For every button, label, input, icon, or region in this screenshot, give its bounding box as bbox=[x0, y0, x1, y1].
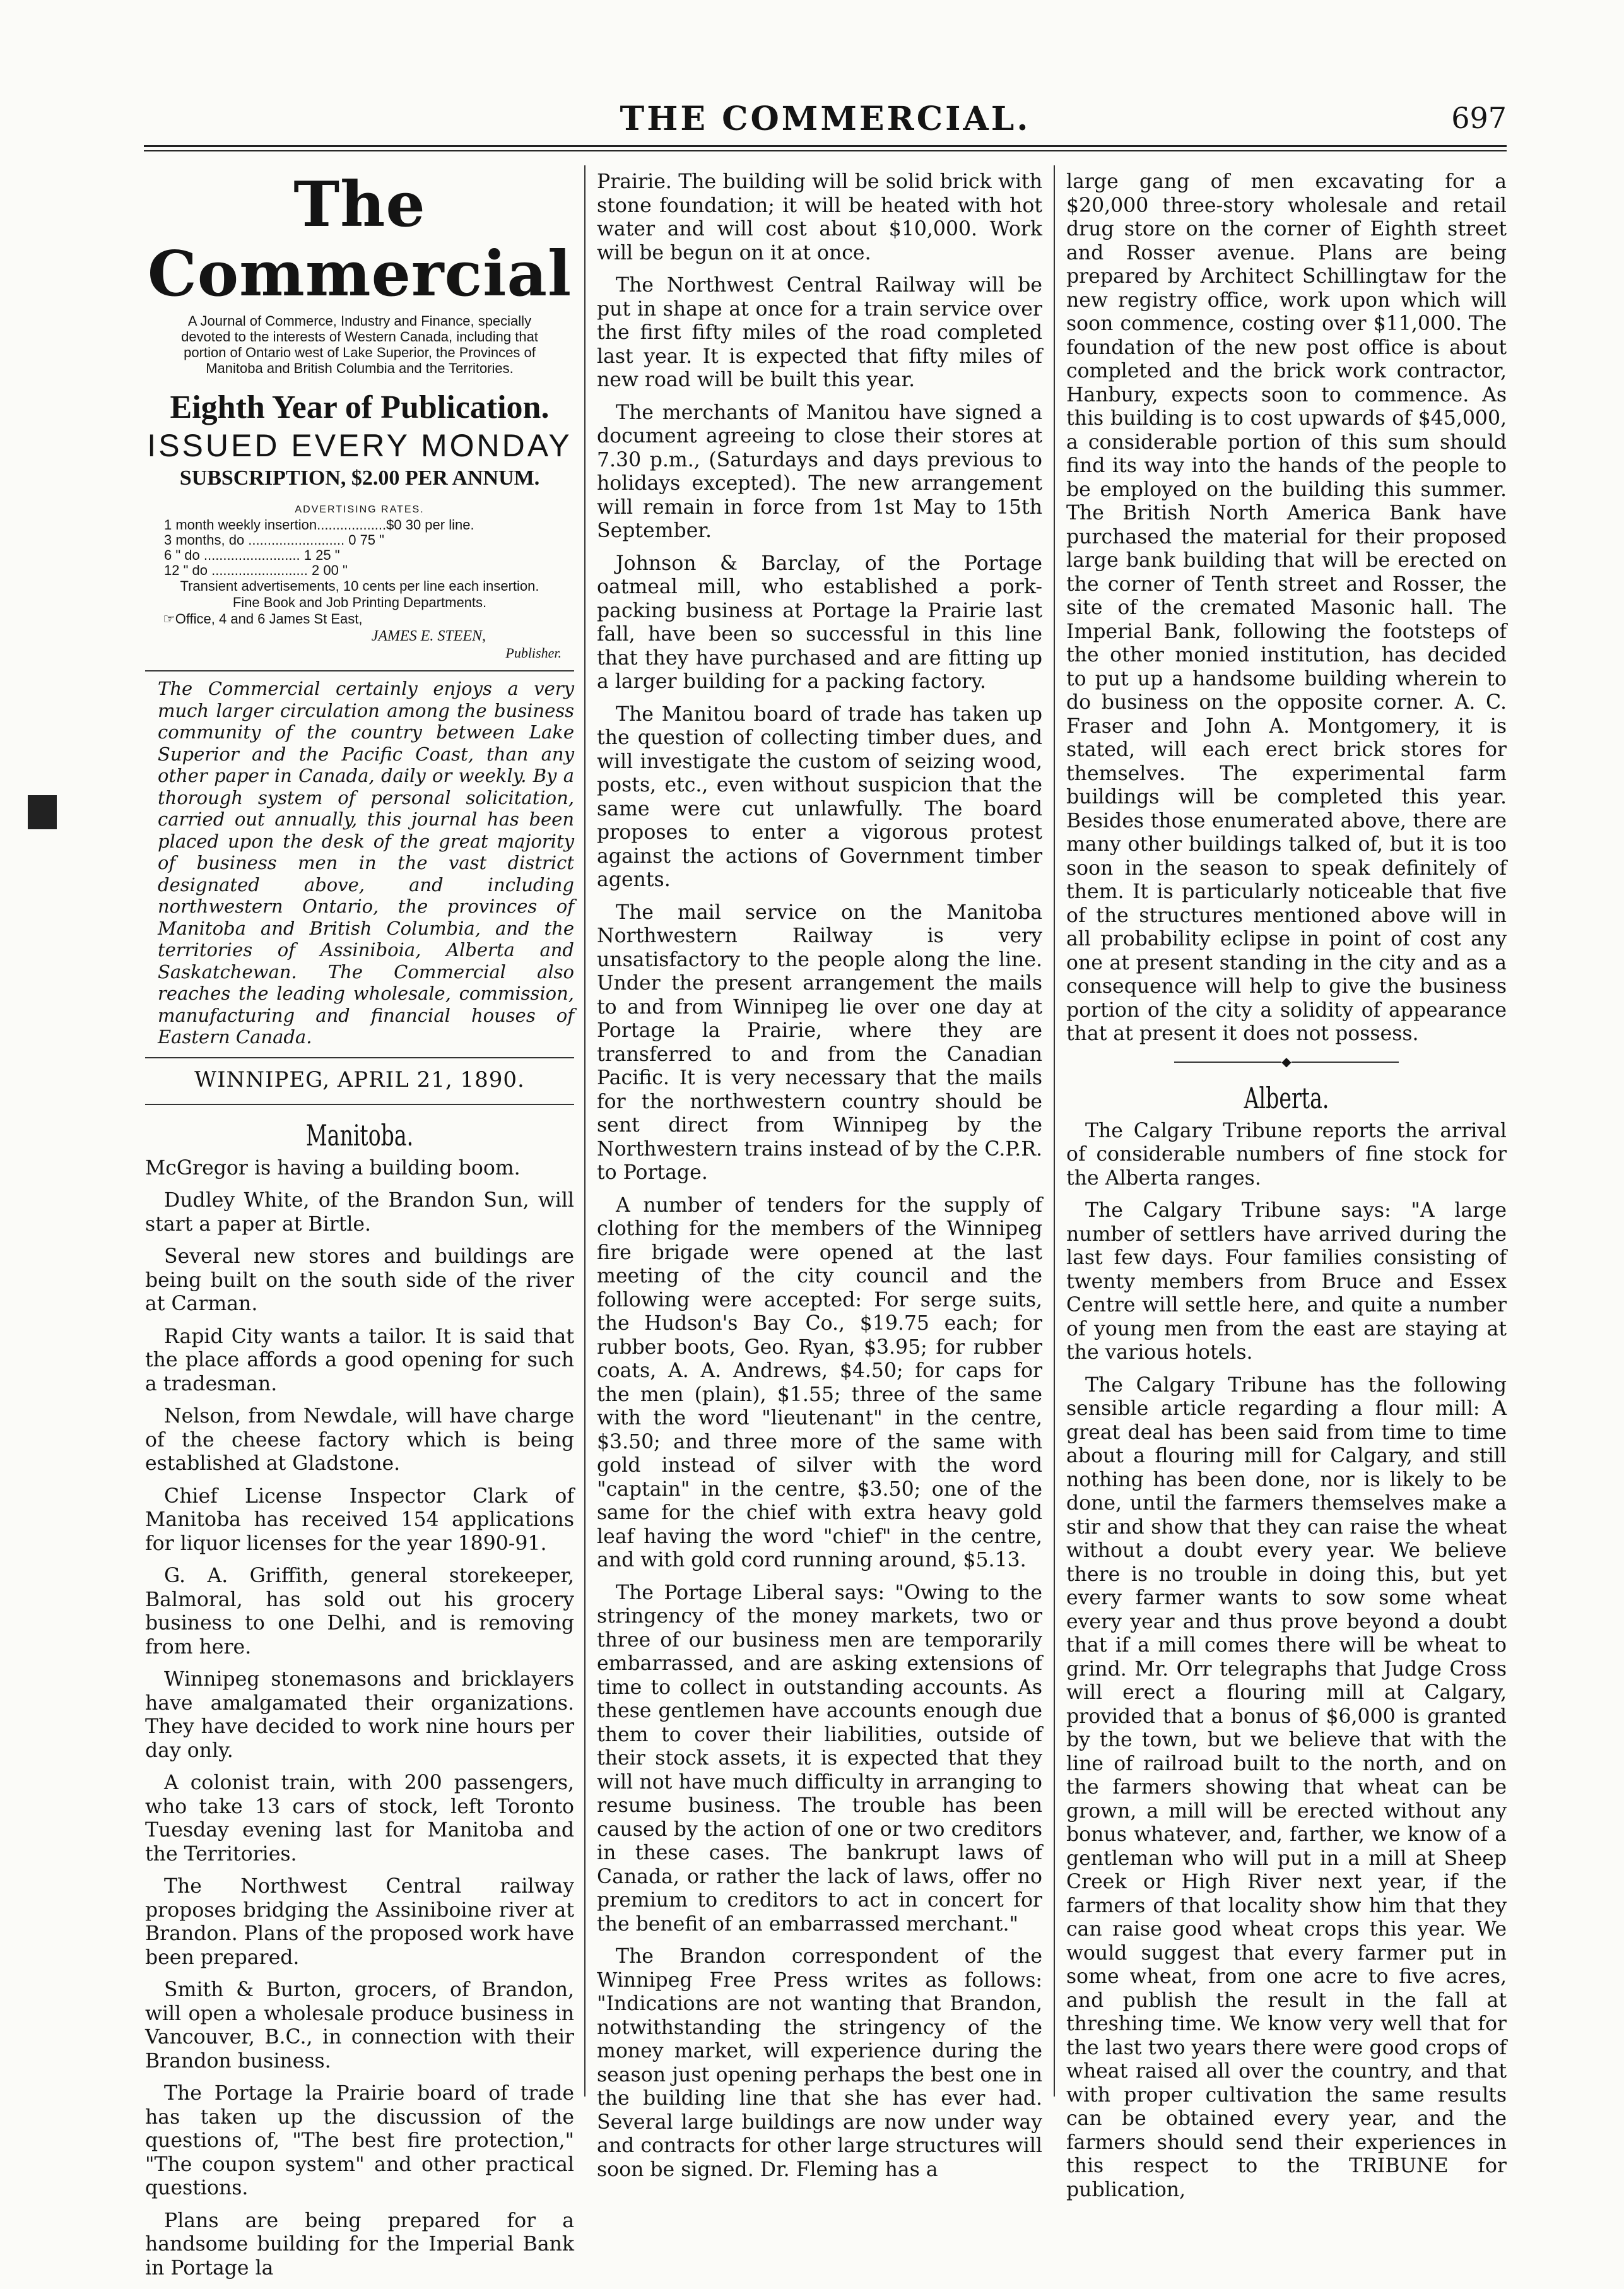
article-paragraph: Several new stores and buildings are being built on the south side of the river at Carman. bbox=[145, 1245, 574, 1315]
divider bbox=[145, 1057, 574, 1058]
divider bbox=[145, 670, 574, 671]
rate-row: 12 " do ......................... 2 00 " bbox=[164, 562, 348, 578]
article-paragraph: The Calgary Tribune reports the arrival of considerable numbers of fine stock for the Alberta ranges. bbox=[1066, 1119, 1507, 1190]
article-paragraph: The Manitou board of trade has taken up the question of collecting timber dues, and will investigate the custom of seizing wood, posts, etc., even without suspicion that the same were cut unlawfully. The board proposes to enter a vigorous protest against the actions of Government timber agents. bbox=[597, 702, 1042, 891]
article-paragraph: G. A. Griffith, general storekeeper, Balmoral, has sold out his grocery business to one Delhi, and is removing from here. bbox=[145, 1564, 574, 1659]
article-paragraph: The Portage la Prairie board of trade has taken up the discussion of the questions of, "The best fire protection," "The coupon system" and other practical questions. bbox=[145, 2082, 574, 2199]
article-paragraph: Rapid City wants a tailor. It is said that the place affords a good opening for such a tradesman. bbox=[145, 1325, 574, 1395]
article-paragraph: Dudley White, of the Brandon Sun, will start a paper at Birtle. bbox=[145, 1189, 574, 1236]
article-paragraph: large gang of men excavating for a $20,000 three-story wholesale and retail drug store on the corner of Eighth street and Rosser avenue. Plans are being prepared by Architect Schillingtaw for the new registry office, work upon which will soon commence, costing over $11,000. The foundation of the new post office is about completed and the brick work contractor, Hanbury, expects soon to commence. As this building is to cost upwards of $45,000, a considerable portion of this sum should find its way into the hands of the people to be employed on the building this summer. The British North America Bank have purchased the material for their proposed large bank building that will be erected on the corner of Tenth street and Rosser, the site of the cremated Masonic hall. The Imperial Bank, following the footsteps of the other monied institution, has decided to put up a handsome building wherein to do business on the opposite corner. A. C. Fraser and John A. Montgomery, it is stated, will each erect brick stores for themselves. The experimental farm buildings will be completed this year. Besides those enumerated above, there are many other buildings talked of, but it is too soon in the season to speak definitely of them. It is particularly noticeable that five of the structures mentioned above will in all probability eclipse in point of cost any one at present standing in the city and as a consequence will help to give the business portion of the city a solidity of appearance that at present it does not possess. bbox=[1066, 170, 1507, 1045]
rate-row: 1 month weekly insertion..................$0 30 per line. bbox=[164, 517, 474, 533]
article-paragraph: Prairie. The building will be solid brick with stone foundation; it will be heated with hot water and will cost about $10,000. Work will be begun on it at once. bbox=[597, 170, 1042, 264]
article-paragraph: A colonist train, with 200 passengers, who take 13 cars of stock, left Toronto Tuesday evening last for Manitoba and the Territories. bbox=[145, 1771, 574, 1866]
issued-schedule: ISSUED EVERY MONDAY bbox=[147, 428, 572, 463]
circulation-notice: The Commercial certainly enjoys a very much larger circulation among the business community of the country between Lake Superior and the Pacific Coast, than any other paper in Canada, daily or weekly. By a thorough system of personal solicitation, carried out annually, this journal has been placed upon the desk of the great majority of business men in the vast district designated above, and including northwestern Ontario, the provinces of Manitoba and British Columbia, and the territories of Assiniboia, Alberta and Saskatchewan. The Commercial also reaches the leading wholesale, commission, manufacturing and financial houses of Eastern Canada. bbox=[158, 678, 574, 1048]
article-paragraph: The Northwest Central railway proposes bridging the Assiniboine river at Brandon. Plans of the proposed work have been prepared. bbox=[145, 1875, 574, 1969]
column-2 bbox=[597, 170, 1042, 2191]
article-paragraph: The merchants of Manitou have signed a document agreeing to close their stores at 7.30 p.m., (Saturdays and days previous to holidays excepted). The new arrangement will remain in force from 1st May to 15th September. bbox=[597, 401, 1042, 542]
article-paragraph: The Brandon correspondent of the Winnipeg Free Press writes as follows: "Indications are not wanting that Brandon, notwithstanding the stringency of the money market, will experience during the season just opening perhaps the best one in the building line that she has ever had. Several large buildings are now under way and contracts for other large structures will soon be signed. Dr. Fleming has a bbox=[597, 1945, 1042, 2181]
divider bbox=[145, 1104, 574, 1105]
article-paragraph: The Northwest Central Railway will be put in shape at once for a train service over the first fifty miles of the road completed last year. It is expected that fifty miles of new road will be built this year. bbox=[597, 274, 1042, 391]
column-3 bbox=[1066, 170, 1507, 2211]
office-address: ☞Office, 4 and 6 James St East, bbox=[163, 611, 363, 627]
editor-name: JAMES E. STEEN, bbox=[371, 628, 486, 644]
subscription-price: SUBSCRIPTION, $2.00 PER ANNUM. bbox=[179, 466, 540, 490]
masthead-description: A Journal of Commerce, Industry and Finance, specially devoted to the interests of Western Canada, including that portion of Ontario west of Lake Superior, the Provinces of Manitoba and British Columbia and the Territories. bbox=[181, 313, 538, 376]
publication-year: Eighth Year of Publication. bbox=[170, 389, 550, 425]
advertising-rates-heading: ADVERTISING RATES. bbox=[295, 504, 425, 515]
article-paragraph: The Calgary Tribune has the following sensible article regarding a flour mill: A great deal has been said from time to time about a flouring mill for Calgary, and still nothing has been done, nor is likely to be done, until the farmers themselves make a stir and show that they can raise the wheat without a doubt every year. We believe there is no trouble in doing this, but yet every farmer wants to sow some wheat every year and thus prove beyond a doubt that if a mill comes there will be wheat to grind. Mr. Orr telegraphs that Judge Cross will erect a flouring mill at Calgary, provided that a bonus of $6,000 is granted by the town, but we believe that with the line of railroad built to the north, and on the farmers showing that wheat can be grown, a mill will be erected without any bonus whatever, and, farther, we know of a gentleman who will put in a mill at Sheep Creek or High River next year, if the farmers of that locality show him that they can raise good wheat crops this year. We would suggest that every farmer put in some wheat, from one acre to five acres, and publish the result in the fall at threshing time. We know very well that for the last two years there were good crops of wheat raised all over the country, and that with proper cultivation the same results can be obtained every year, and the farmers should send their experiences in this respect to the TRIBUNE for publication, bbox=[1066, 1373, 1507, 2201]
column-1 bbox=[145, 170, 574, 2289]
transient-rates: Transient advertisements, 10 cents per line each insertion. bbox=[180, 578, 539, 594]
section-heading-manitoba: Manitoba. bbox=[305, 1118, 414, 1152]
article-paragraph: Chief License Inspector Clark of Manitoba has received 154 applications for liquor licenses for the year 1890-91. bbox=[145, 1484, 574, 1555]
article-paragraph: Smith & Burton, grocers, of Brandon, will open a wholesale produce business in Vancouver, B.C., in connection with their Brandon business. bbox=[145, 1978, 574, 2073]
header-rule bbox=[144, 145, 1507, 147]
section-heading-alberta: Alberta. bbox=[1244, 1080, 1329, 1115]
article-paragraph: A number of tenders for the supply of clothing for the members of the Winnipeg fire brigade were opened at the last meeting of the city council and the following were accepted: For serge suits, the Hudson's Bay Co., $19.75 each; for rubber boots, Geo. Ryan, $3.95; for rubber coats, A. A. Andrews, $4.50; for caps for the men (plain), $1.55; three of the same with the word "lieutenant" in the centre, $3.50; and three more of the same with gold instead of silver with the word "captain" in the centre, $3.50; one of the same for the chief with extra heavy gold leaf having the word "chief" in the centre, and with gold cord running around, $5.13. bbox=[597, 1193, 1042, 1571]
scanner-mark bbox=[28, 795, 57, 829]
page-number: 697 bbox=[1451, 101, 1507, 135]
article-paragraph: Johnson & Barclay, of the Portage oatmeal mill, who established a pork-packing business at Portage la Prairie last fall, have been so successful in this line that they have purchased and are fitting up a larger building for a packing factory. bbox=[597, 552, 1042, 693]
header-rule bbox=[144, 150, 1507, 151]
rate-row: 6 " do ......................... 1 25 " bbox=[164, 547, 340, 563]
running-title: THE COMMERCIAL. bbox=[620, 100, 1031, 138]
article-paragraph: Winnipeg stonemasons and bricklayers have amalgamated their organizations. They have decided to work nine hours per day only. bbox=[145, 1668, 574, 1762]
dateline: WINNIPEG, APRIL 21, 1890. bbox=[194, 1067, 525, 1092]
section-divider: ◆ bbox=[1066, 1055, 1507, 1068]
masthead-title: The Commercial bbox=[147, 169, 572, 311]
article-paragraph: Plans are being prepared for a handsome building for the Imperial Bank in Portage la bbox=[145, 2209, 574, 2280]
article-paragraph: The mail service on the Manitoba Northwestern Railway is very unsatisfactory to the people along the line. Under the present arrangement the mails to and from Winnipeg lie over one day at Portage la Prairie, where they are transferred to and from the Canadian Pacific. It is very necessary that the mails for the northwestern country should be sent direct from Winnipeg by the Northwestern trains instead of by the C.P.R. to Portage. bbox=[597, 901, 1042, 1184]
article-paragraph: McGregor is having a building boom. bbox=[145, 1156, 521, 1180]
publisher-label: Publisher. bbox=[505, 645, 562, 661]
column-rule bbox=[1054, 165, 1055, 2097]
article-paragraph: Nelson, from Newdale, will have charge of the cheese factory which is being established at Gladstone. bbox=[145, 1405, 574, 1475]
article-paragraph: The Calgary Tribune says: "A large number of settlers have arrived during the last few days. Four families consisting of twenty members from Bruce and Essex Centre will settle here, and quite a number of young men from the east are staying at the various hotels. bbox=[1066, 1199, 1507, 1364]
printing-departments: Fine Book and Job Printing Departments. bbox=[232, 594, 487, 610]
article-paragraph: The Portage Liberal says: "Owing to the stringency of the money markets, two or three of our business men are temporarily embarrassed, and are asking extensions of time to collect in outstanding accounts. As these gentlemen have accounts enough due them to cover their liabilities, outside of their stock assets, it is expected that they will not have much difficulty in arranging to resume business. The trouble has been caused by the action of one or two creditors in these cases. The bankrupt laws of Canada, or rather the lack of laws, offer no premium to creditors to act in concert for the benefit of an embarrassed merchant." bbox=[597, 1581, 1042, 1936]
column-rule bbox=[584, 165, 585, 2097]
rate-row: 3 months, do ......................... 0 75 " bbox=[164, 532, 384, 548]
page-header bbox=[144, 100, 1507, 144]
